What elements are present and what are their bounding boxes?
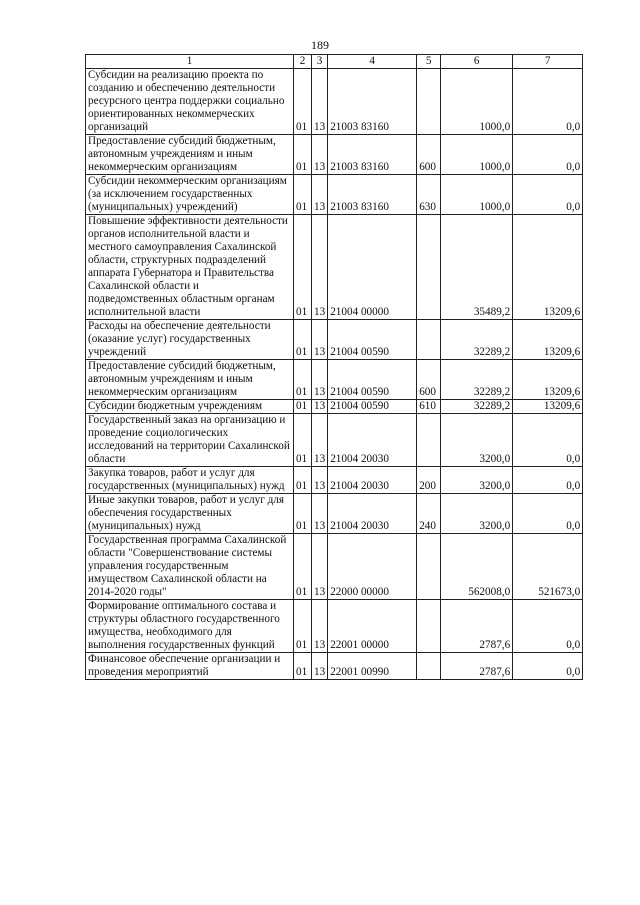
expense-type-cell: 610 [417, 400, 441, 414]
amount-2019-cell: 32289,2 [441, 320, 513, 360]
subsection-code-cell: 13 [312, 215, 328, 320]
section-code-cell: 01 [294, 360, 312, 400]
amount-2020-cell: 0,0 [513, 600, 583, 653]
expense-type-cell [417, 600, 441, 653]
amount-2019-cell: 32289,2 [441, 400, 513, 414]
section-code-cell: 01 [294, 534, 312, 600]
column-header: 4 [328, 55, 417, 69]
target-article-cell: 22001 00990 [328, 653, 417, 680]
target-article-cell: 21004 20030 [328, 414, 417, 467]
section-code-cell: 01 [294, 320, 312, 360]
row-name-cell: Формирование оптимального состава и структуры областного государственного имущества, необходимого для выполнения государственных функций [86, 600, 294, 653]
section-code-cell: 01 [294, 69, 312, 135]
section-code-cell: 01 [294, 467, 312, 494]
amount-2020-cell: 0,0 [513, 653, 583, 680]
amount-2020-cell: 0,0 [513, 135, 583, 175]
target-article-cell: 21004 20030 [328, 494, 417, 534]
table-row [86, 467, 583, 494]
page-number: 189 [311, 38, 329, 52]
row-name-cell: Субсидии некоммерческим организациям (за исключением государственных (муниципальных) учреждений) [86, 175, 294, 215]
target-article-cell: 21004 20030 [328, 467, 417, 494]
amount-2019-cell: 562008,0 [441, 534, 513, 600]
target-article-cell: 21003 83160 [328, 135, 417, 175]
section-code-cell: 01 [294, 494, 312, 534]
expense-type-cell: 200 [417, 467, 441, 494]
target-article-cell: 21004 00590 [328, 400, 417, 414]
section-code-cell: 01 [294, 175, 312, 215]
expense-type-cell: 600 [417, 135, 441, 175]
subsection-code-cell: 13 [312, 467, 328, 494]
column-header: 2 [294, 55, 312, 69]
expense-type-cell [417, 69, 441, 135]
expense-type-cell [417, 653, 441, 680]
subsection-code-cell: 13 [312, 69, 328, 135]
row-name-cell: Предоставление субсидий бюджетным, автономным учреждениям и иным некоммерческим организациям [86, 135, 294, 175]
amount-2019-cell: 1000,0 [441, 175, 513, 215]
target-article-cell: 21003 83160 [328, 69, 417, 135]
column-header: 1 [86, 55, 294, 69]
target-article-cell: 21003 83160 [328, 175, 417, 215]
amount-2019-cell: 1000,0 [441, 69, 513, 135]
row-name-cell: Субсидии бюджетным учреждениям [86, 400, 294, 414]
expense-type-cell: 600 [417, 360, 441, 400]
amount-2020-cell: 0,0 [513, 494, 583, 534]
table-row [86, 320, 583, 360]
amount-2020-cell: 0,0 [513, 414, 583, 467]
table-header-row [86, 55, 583, 69]
amount-2019-cell: 2787,6 [441, 653, 513, 680]
subsection-code-cell: 13 [312, 600, 328, 653]
amount-2020-cell: 13209,6 [513, 215, 583, 320]
amount-2020-cell: 13209,6 [513, 360, 583, 400]
section-code-cell: 01 [294, 215, 312, 320]
subsection-code-cell: 13 [312, 175, 328, 215]
expense-type-cell: 630 [417, 175, 441, 215]
target-article-cell: 22001 00000 [328, 600, 417, 653]
row-name-cell: Государственная программа Сахалинской области "Совершенствование системы управления государственным имуществом Сахалинской области на 2014-2020 годы" [86, 534, 294, 600]
column-header: 7 [513, 55, 583, 69]
target-article-cell: 22000 00000 [328, 534, 417, 600]
subsection-code-cell: 13 [312, 653, 328, 680]
row-name-cell: Закупка товаров, работ и услуг для государственных (муниципальных) нужд [86, 467, 294, 494]
row-name-cell: Субсидии на реализацию проекта по созданию и обеспечению деятельности ресурсного центра поддержки социально ориентированных некоммерческих организаций [86, 69, 294, 135]
amount-2020-cell: 13209,6 [513, 400, 583, 414]
section-code-cell: 01 [294, 400, 312, 414]
column-header: 5 [417, 55, 441, 69]
expense-type-cell [417, 414, 441, 467]
amount-2020-cell: 521673,0 [513, 534, 583, 600]
subsection-code-cell: 13 [312, 135, 328, 175]
subsection-code-cell: 13 [312, 320, 328, 360]
subsection-code-cell: 13 [312, 494, 328, 534]
table-row [86, 215, 583, 320]
amount-2020-cell: 0,0 [513, 467, 583, 494]
amount-2019-cell: 3200,0 [441, 414, 513, 467]
target-article-cell: 21004 00590 [328, 360, 417, 400]
table-row [86, 360, 583, 400]
column-header: 3 [312, 55, 328, 69]
row-name-cell: Финансовое обеспечение организации и проведения мероприятий [86, 653, 294, 680]
section-code-cell: 01 [294, 600, 312, 653]
amount-2020-cell: 13209,6 [513, 320, 583, 360]
section-code-cell: 01 [294, 135, 312, 175]
amount-2020-cell: 0,0 [513, 69, 583, 135]
budget-table [85, 54, 583, 680]
table-row [86, 653, 583, 680]
row-name-cell: Расходы на обеспечение деятельности (оказание услуг) государственных учреждений [86, 320, 294, 360]
section-code-cell: 01 [294, 653, 312, 680]
expense-type-cell [417, 215, 441, 320]
row-name-cell: Иные закупки товаров, работ и услуг для обеспечения государственных (муниципальных) нужд [86, 494, 294, 534]
subsection-code-cell: 13 [312, 534, 328, 600]
amount-2019-cell: 1000,0 [441, 135, 513, 175]
section-code-cell: 01 [294, 414, 312, 467]
subsection-code-cell: 13 [312, 360, 328, 400]
table-row [86, 414, 583, 467]
expense-type-cell [417, 320, 441, 360]
row-name-cell: Предоставление субсидий бюджетным, автономным учреждениям и иным некоммерческим организациям [86, 360, 294, 400]
column-header: 6 [441, 55, 513, 69]
target-article-cell: 21004 00000 [328, 215, 417, 320]
table-row [86, 534, 583, 600]
table-row [86, 135, 583, 175]
amount-2019-cell: 32289,2 [441, 360, 513, 400]
amount-2019-cell: 35489,2 [441, 215, 513, 320]
expense-type-cell: 240 [417, 494, 441, 534]
table-row [86, 494, 583, 534]
row-name-cell: Повышение эффективности деятельности органов исполнительной власти и местного самоуправления Сахалинской области, структурных подразделений аппарата Губернатора и Правительства Сахалинской области и подведомственных областным органам исполнительной власти [86, 215, 294, 320]
table-row [86, 175, 583, 215]
amount-2019-cell: 2787,6 [441, 600, 513, 653]
subsection-code-cell: 13 [312, 414, 328, 467]
target-article-cell: 21004 00590 [328, 320, 417, 360]
table-row [86, 600, 583, 653]
amount-2020-cell: 0,0 [513, 175, 583, 215]
expense-type-cell [417, 534, 441, 600]
table-row [86, 69, 583, 135]
row-name-cell: Государственный заказ на организацию и проведение социологических исследований на территории Сахалинской области [86, 414, 294, 467]
table-row [86, 400, 583, 414]
amount-2019-cell: 3200,0 [441, 467, 513, 494]
subsection-code-cell: 13 [312, 400, 328, 414]
amount-2019-cell: 3200,0 [441, 494, 513, 534]
